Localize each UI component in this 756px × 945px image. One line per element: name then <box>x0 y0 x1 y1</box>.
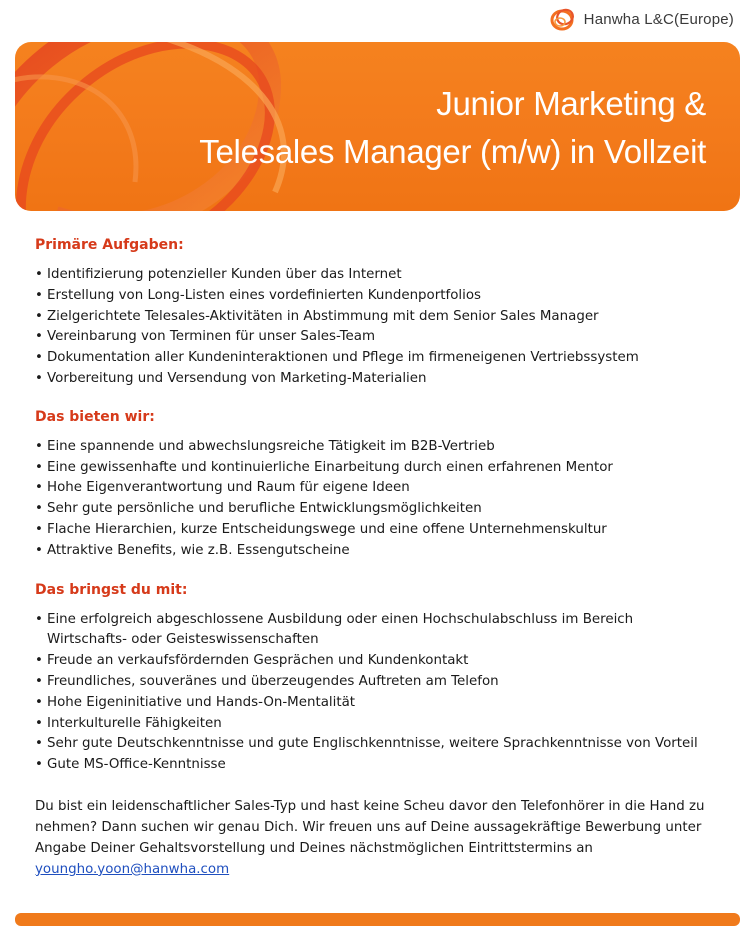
job-description <box>35 235 740 880</box>
logo-text: Hanwha L&C(Europe) <box>583 10 734 28</box>
section-title: Das bringst du mit: <box>35 581 188 598</box>
list-item: • Hohe Eigenverantwortung und Raum für eigene Ideen <box>35 478 740 499</box>
section-title: Primäre Aufgaben: <box>35 237 184 253</box>
list-item: • Gute MS-Office-Kenntnisse <box>35 755 740 776</box>
list-item: • Hohe Eigeninitiative und Hands-On-Mentalität <box>35 693 740 714</box>
list-item: • Sehr gute persönliche und berufliche Entwicklungsmöglichkeiten <box>35 499 740 520</box>
list-item: • Freundliches, souveränes und überzeugendes Auftreten am Telefon <box>35 672 740 693</box>
section-tasks <box>35 235 740 390</box>
list-item: • Eine spannende und abwechslungsreiche Tätigkeit im B2B-Vertrieb <box>35 437 740 458</box>
list-item: • Flache Hierarchien, kurze Entscheidungswege und eine offene Unternehmenskultur <box>35 520 740 541</box>
list-item: • Erstellung von Long-Listen eines vordefinierten Kundenportfolios <box>35 286 740 307</box>
section-requirements <box>35 580 740 776</box>
list-item: • Vorbereitung und Versendung von Marketing-Materialien <box>35 369 740 390</box>
bullet-list <box>35 437 740 562</box>
list-item: • Eine erfolgreich abgeschlossene Ausbildung oder einen Hochschulabschluss im Bereich Wirtschafts- oder Geisteswissenschaften <box>35 610 697 652</box>
list-item: • Identifizierung potenzieller Kunden über das Internet <box>35 265 740 286</box>
closing-paragraph <box>35 796 735 880</box>
hanwha-swirl-icon <box>548 4 578 34</box>
page-title-line-2: Telesales Manager (m/w) in Vollzeit <box>199 133 706 170</box>
list-item: • Vereinbarung von Terminen für unser Sales-Team <box>35 327 740 348</box>
list-item: • Zielgerichtete Telesales-Aktivitäten in Abstimmung mit dem Senior Sales Manager <box>35 307 740 328</box>
list-item: • Dokumentation aller Kundeninteraktionen und Pflege im firmeneigenen Vertriebssystem <box>35 348 740 369</box>
list-item: • Attraktive Benefits, wie z.B. Essengutscheine <box>35 541 740 562</box>
list-item: • Eine gewissenhafte und kontinuierliche Einarbeitung durch einen erfahrenen Mentor <box>35 458 740 479</box>
page-title <box>199 80 706 176</box>
section-title: Das bieten wir: <box>35 408 155 425</box>
company-logo <box>548 4 734 34</box>
bullet-list <box>35 265 740 390</box>
list-item: • Freude an verkaufsfördernden Gesprächen und Kundenkontakt <box>35 651 740 672</box>
page-title-line-1: Junior Marketing & <box>436 85 706 122</box>
hero-banner <box>15 42 740 211</box>
footer-bar <box>15 913 740 926</box>
bullet-list <box>35 610 740 776</box>
list-item: • Sehr gute Deutschkenntnisse und gute Englischkenntnisse, weitere Sprachkenntnisse von Vorteil <box>35 734 740 755</box>
list-item: • Interkulturelle Fähigkeiten <box>35 714 740 735</box>
closing-text: Du bist ein leidenschaftlicher Sales-Typ und hast keine Scheu davor den Telefonhörer in die Hand zu nehmen? Dann suchen wir genau Dich. Wir freuen uns auf Deine aussagekräftige Bewerbung unter Angabe Deiner Gehaltsvorstellung und Deines nächstmöglichen Eintrittstermins an <box>35 798 705 856</box>
contact-email-link[interactable]: youngho.yoon@hanwha.com <box>35 861 230 877</box>
section-offer <box>35 407 740 562</box>
